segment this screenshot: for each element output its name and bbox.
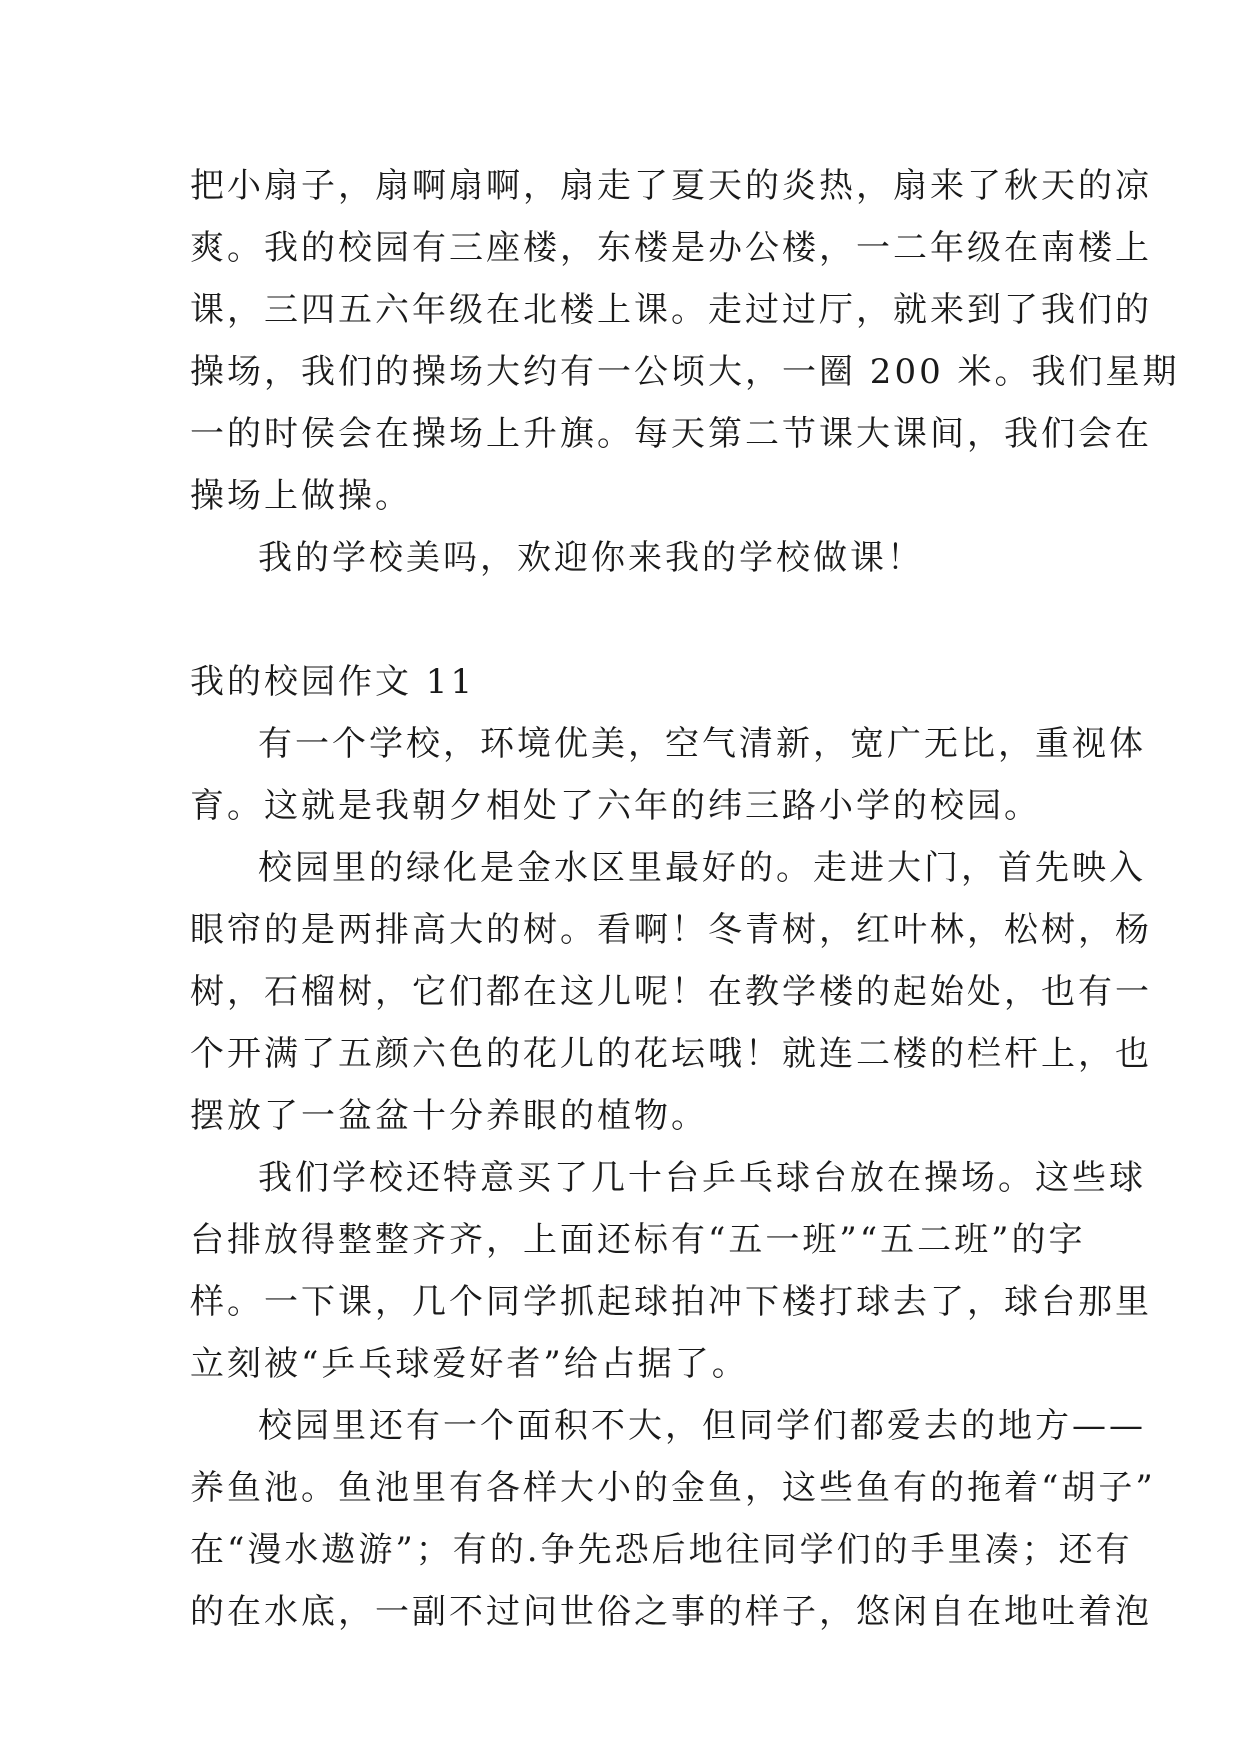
continued-paragraph: [190, 155, 1180, 527]
essay-title: 我的校园作文 11: [190, 662, 476, 702]
paragraph-line: 一的时侯会在操场上升旗。每天第二节课大课间，我们会在: [190, 414, 1152, 454]
paragraph-line: 树，石榴树，它们都在这儿呢！在教学楼的起始处，也有一: [190, 972, 1152, 1012]
paragraph-2: [190, 837, 1152, 1147]
paragraph-line: 立刻被“乒乓球爱好者”给占据了。: [190, 1344, 749, 1384]
paragraph-line: 操场上做操。: [190, 476, 412, 516]
paragraph-line: 有一个学校，环境优美，空气清新，宽广无比，重视体: [258, 724, 1146, 764]
document-body: [190, 155, 1180, 1643]
paragraph-line: 我的学校美吗，欢迎你来我的学校做课！: [258, 538, 924, 578]
paragraph-line: 台排放得整整齐齐，上面还标有“五一班”“五二班”的字: [190, 1220, 1086, 1260]
paragraph-line: 在“漫水遨游”；有的.争先恐后地往同学们的手里凑；还有: [190, 1530, 1133, 1570]
paragraph-line: 样。一下课，几个同学抓起球拍冲下楼打球去了，球台那里: [190, 1282, 1152, 1322]
paragraph-line: 校园里还有一个面积不大，但同学们都爱去的地方——: [258, 1406, 1146, 1446]
paragraph-line: 的在水底，一副不过问世俗之事的样子，悠闲自在地吐着泡: [190, 1592, 1152, 1632]
paragraph-4: [190, 1395, 1156, 1643]
paragraph-line: 养鱼池。鱼池里有各样大小的金鱼，这些鱼有的拖着“胡子”: [190, 1468, 1156, 1508]
paragraph-line: 眼帘的是两排高大的树。看啊！冬青树，红叶林，松树，杨: [190, 910, 1152, 950]
paragraph-line: 操场，我们的操场大约有一公顷大，一圈 200 米。我们星期: [190, 352, 1180, 392]
paragraph-line: 课，三四五六年级在北楼上课。走过过厅，就来到了我们的: [190, 290, 1152, 330]
paragraph-line: 校园里的绿化是金水区里最好的。走进大门，首先映入: [258, 848, 1146, 888]
paragraph-3: [190, 1147, 1152, 1395]
paragraph-line: 爽。我的校园有三座楼，东楼是办公楼，一二年级在南楼上: [190, 228, 1152, 268]
paragraph-line: 我们学校还特意买了几十台乒乓球台放在操场。这些球: [258, 1158, 1146, 1198]
paragraph-line: 摆放了一盆盆十分养眼的植物。: [190, 1096, 708, 1136]
paragraph-line: 育。这就是我朝夕相处了六年的纬三路小学的校园。: [190, 786, 1041, 826]
paragraph-line: 个开满了五颜六色的花儿的花坛哦！就连二楼的栏杆上，也: [190, 1034, 1152, 1074]
paragraph-line: 把小扇子，扇啊扇啊，扇走了夏天的炎热，扇来了秋天的凉: [190, 166, 1152, 206]
paragraph-1: [190, 713, 1146, 837]
closing-paragraph: [190, 527, 1052, 589]
